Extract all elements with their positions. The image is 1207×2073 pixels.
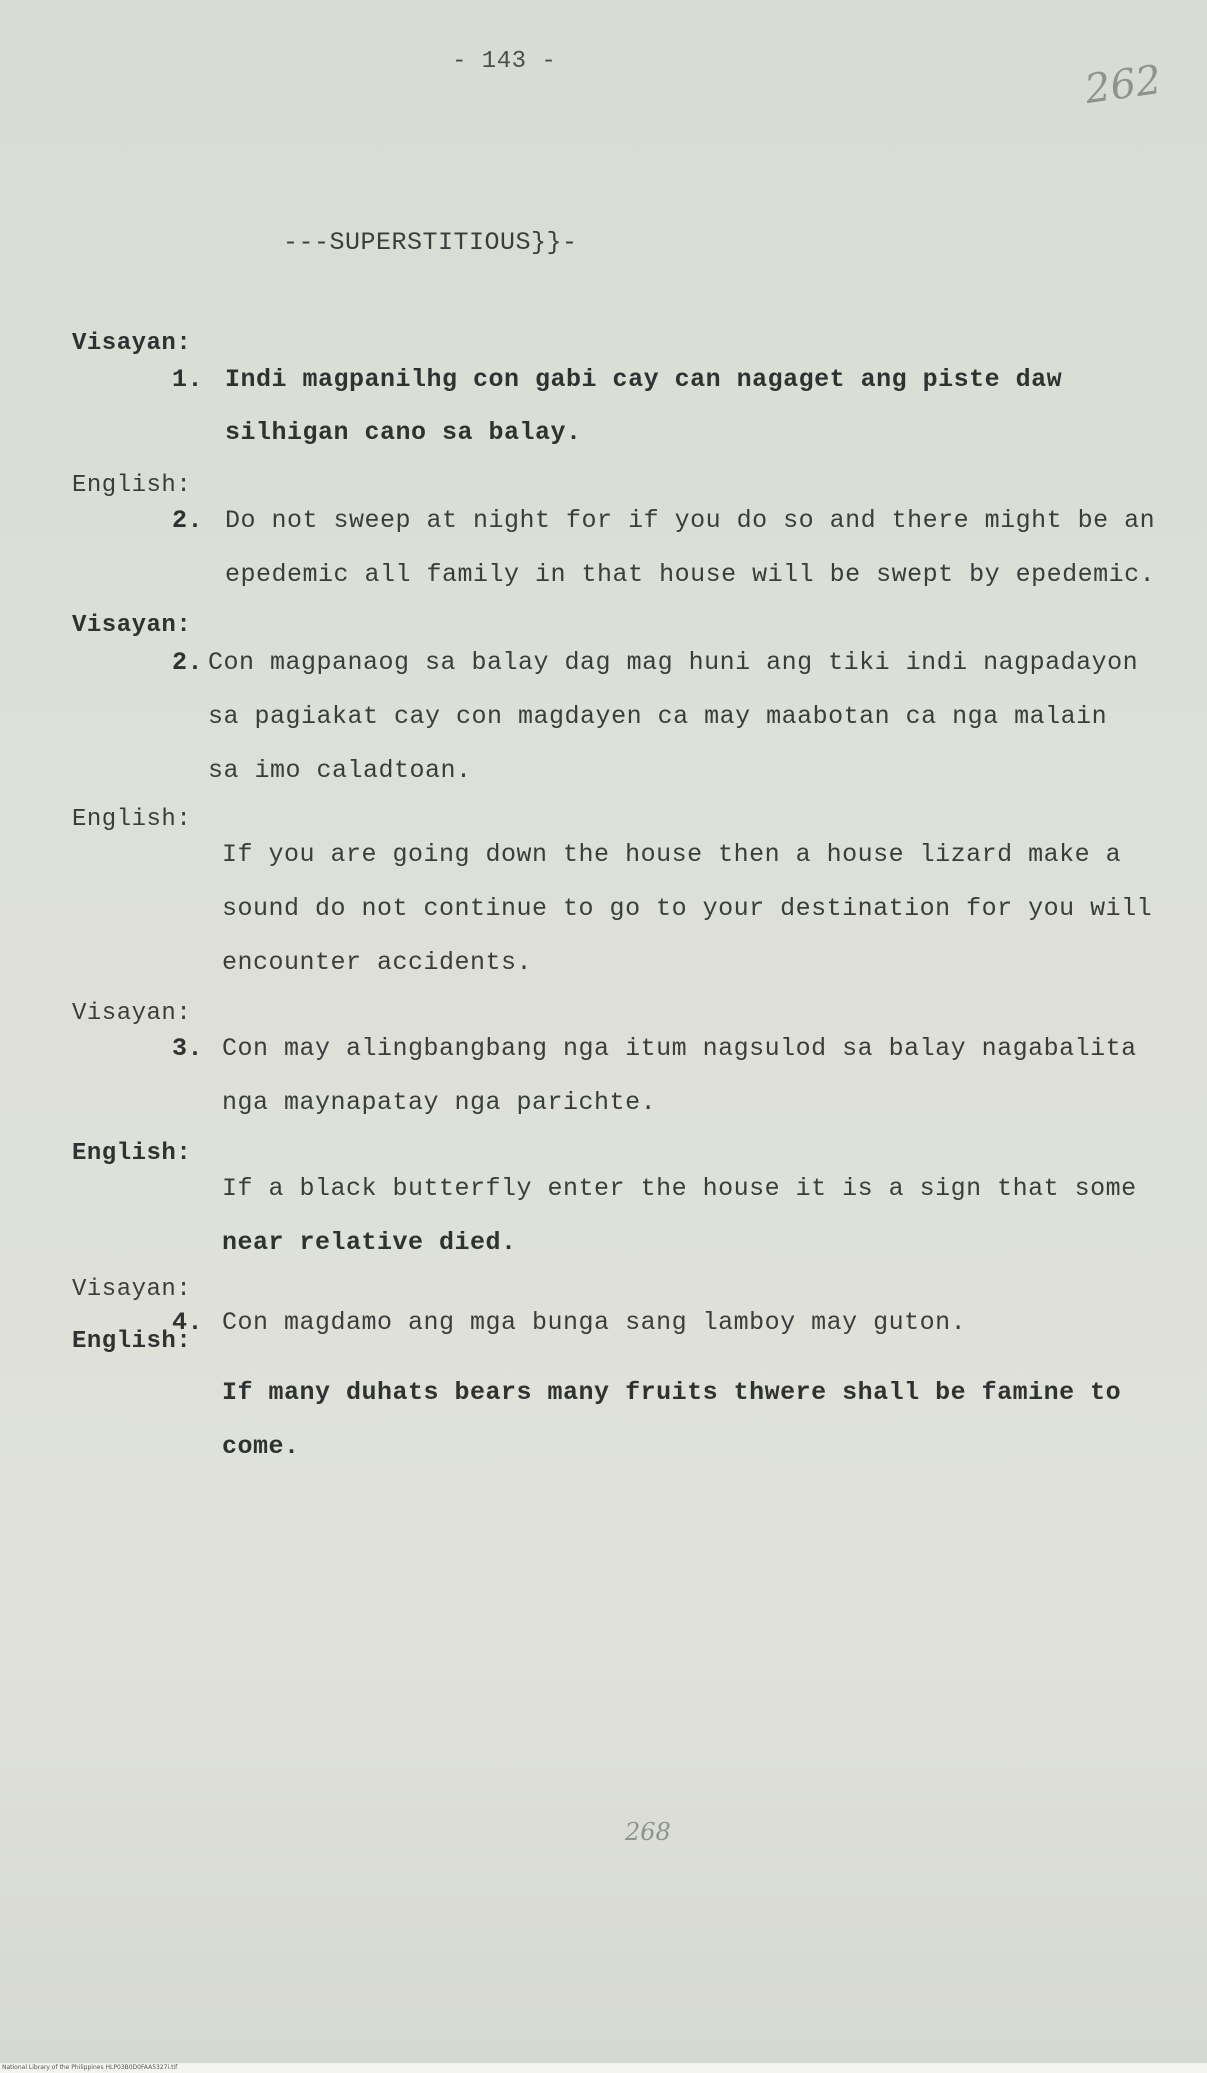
entry-3-line-1: Con magpanaog sa balay dag mag huni ang tiki indi nagpadayon (208, 648, 1139, 677)
page-number: - 143 - (452, 48, 557, 75)
entry-7-number: 4. (172, 1308, 204, 1337)
entry-2-number: 2. (172, 506, 204, 535)
entry-5-label: Visayan: (72, 1000, 192, 1027)
entry-3-line-2: sa pagiakat cay con magdayen ca may maabotan ca nga malain (208, 702, 1108, 731)
entry-6-line-1: If a black butterfly enter the house it is a sign that some (222, 1174, 1137, 1203)
entry-5-line-2: nga maynapatay nga parichte. (222, 1088, 657, 1117)
entry-5-number: 3. (172, 1034, 204, 1063)
entry-4-line-1: If you are going down the house then a house lizard make a (222, 840, 1122, 869)
entry-3-line-3: sa imo caladtoan. (208, 756, 472, 785)
entry-8-line-2: come. (222, 1432, 300, 1461)
entry-5-line-1: Con may alingbangbang nga itum nagsulod sa balay nagabalita (222, 1034, 1137, 1063)
entry-6-line-2: near relative died. (222, 1228, 517, 1257)
entry-3-number: 2. (172, 648, 204, 677)
entry-2-line-2: epedemic all family in that house will be swept by epedemic. (225, 560, 1156, 589)
entry-8-label: English: (72, 1328, 192, 1355)
entry-1-number: 1. (172, 365, 204, 394)
entry-4-line-3: encounter accidents. (222, 948, 533, 977)
entry-8-line-1: If many duhats bears many fruits thwere shall be famine to (222, 1378, 1122, 1407)
entry-1-line-2: silhigan cano sa balay. (225, 418, 582, 447)
entry-4-line-2: sound do not continue to go to your destination for you will (222, 894, 1153, 923)
entry-6-label: English: (72, 1140, 192, 1167)
margin-number: 262 (1082, 56, 1165, 114)
bottom-handwritten-mark: 268 (625, 1818, 671, 1846)
entry-1-line-1: Indi magpanilhg con gabi cay can nagaget ang piste daw (225, 365, 1063, 394)
entry-1-label: Visayan: (72, 330, 192, 357)
entry-7-label: Visayan: (72, 1276, 192, 1303)
entry-2-label: English: (72, 472, 192, 499)
scan-footer: National Library of the Philippines HLP03B0D0FAA5327i.tif (0, 2063, 1207, 2073)
entry-2-line-1: Do not sweep at night for if you do so and there might be an (225, 506, 1156, 535)
entry-7-line-1: Con magdamo ang mga bunga sang lamboy may guton. (222, 1308, 967, 1337)
page-title: ---SUPERSTITIOUS}}- (283, 228, 578, 257)
entry-4-label: English: (72, 806, 192, 833)
entry-3-label: Visayan: (72, 612, 192, 639)
